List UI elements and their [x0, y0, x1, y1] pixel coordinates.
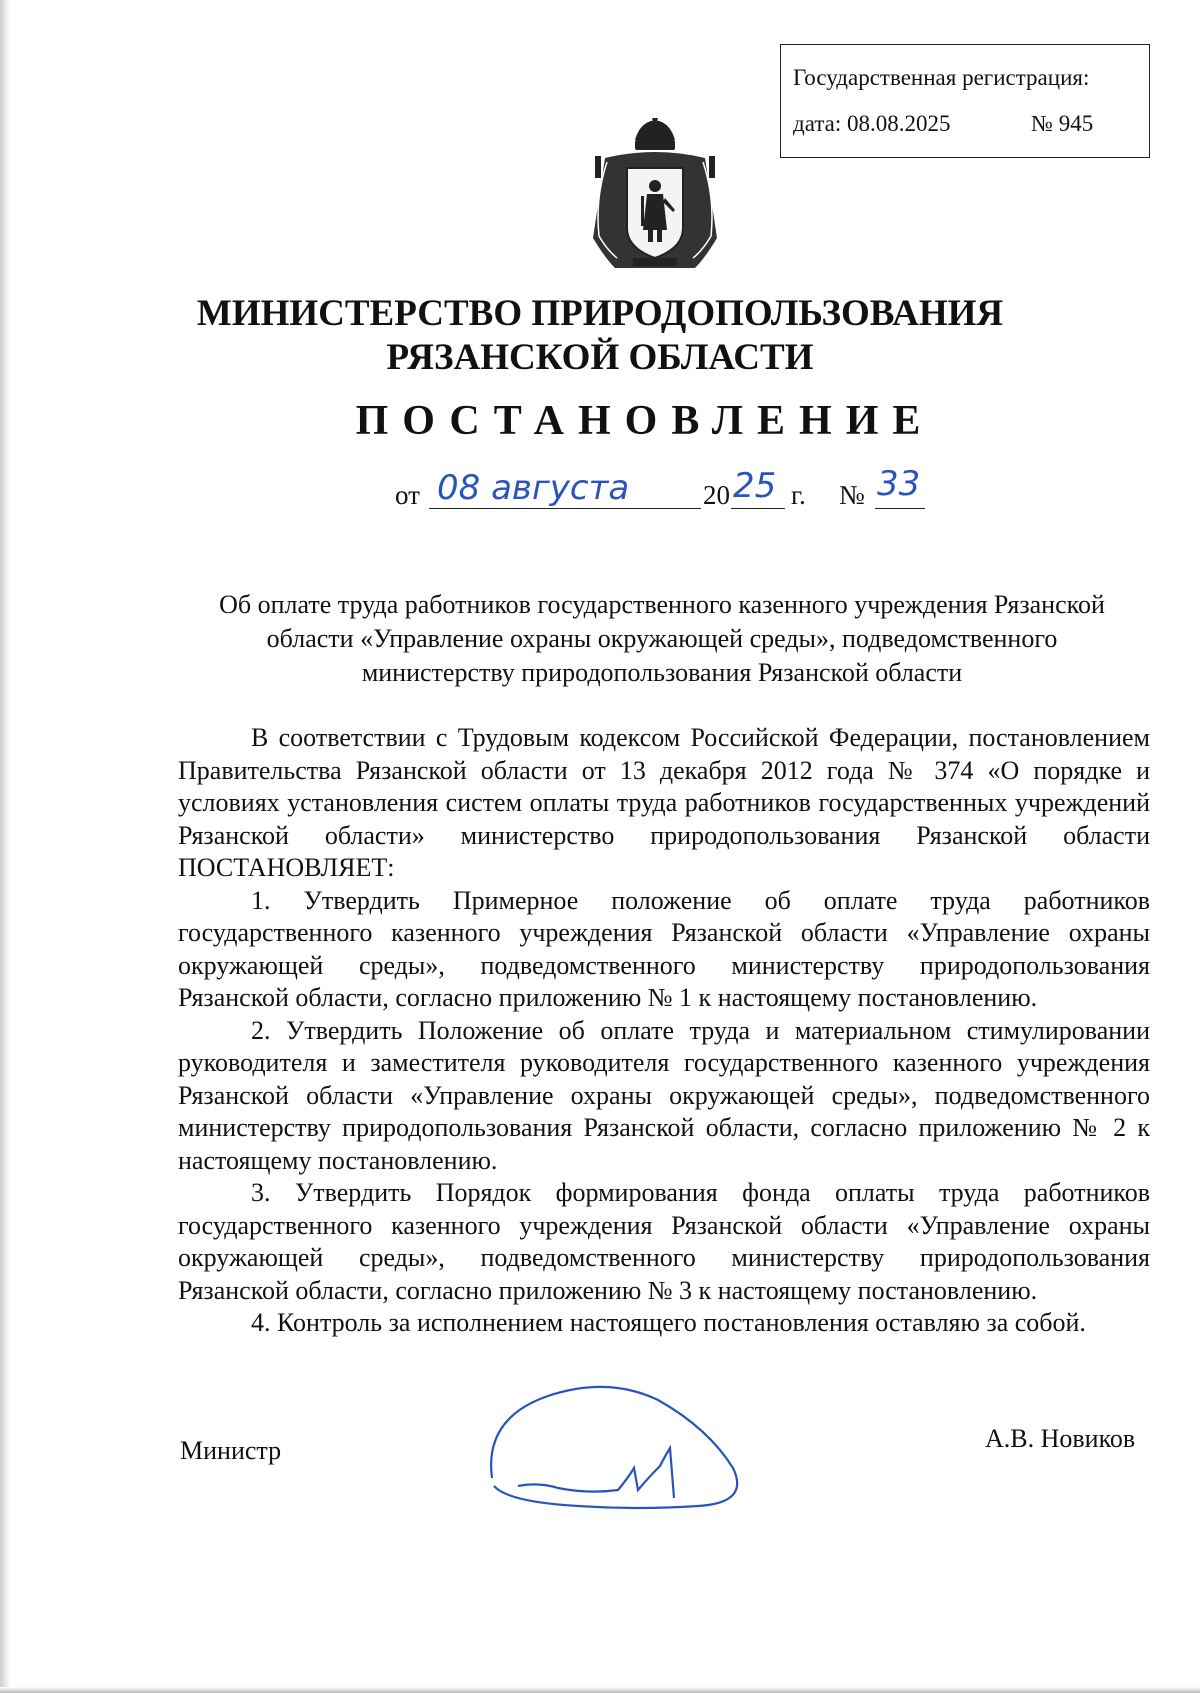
- from-label: от: [395, 480, 420, 510]
- handwritten-number: 33: [877, 464, 921, 504]
- document-type: ПОСТАНОВЛЕНИЕ: [355, 398, 935, 444]
- handwritten-signature-icon: [488, 1378, 750, 1518]
- date-number-line: [395, 464, 955, 516]
- registration-number: № 945: [1031, 111, 1094, 136]
- coat-of-arms-icon: [585, 118, 725, 273]
- year-suffix: г.: [791, 480, 806, 510]
- registration-title: Государственная регистрация:: [793, 65, 1090, 90]
- document-body: [178, 722, 1150, 1340]
- year-prefix: 20: [703, 480, 730, 510]
- item-4-paragraph: 4. Контроль за исполнением настоящего постановления оставляю за собой.: [251, 1308, 1086, 1337]
- signatory-title: Министр: [180, 1436, 282, 1465]
- scan-edge-left: [0, 0, 10, 1693]
- handwritten-date: 08 августа: [437, 468, 630, 508]
- preamble-paragraph: В соответствии с Трудовым кодексом Российской Федерации, постановлением Правительства Рязанской области от 13 декабря 2012 года № 374 «О порядке и условиях установления систем оплаты труда работников государственных учреждений Рязанской области» министерство природопользования Рязанской области ПОСТАНОВЛЯЕТ:: [178, 723, 1150, 882]
- number-label: №: [839, 480, 865, 510]
- ministry-title-line1: МИНИСТЕРСТВО ПРИРОДОПОЛЬЗОВАНИЯ: [196, 293, 1004, 334]
- subject-line3: министерству природопользования Рязанской области: [361, 658, 963, 687]
- item-3-paragraph: 3. Утвердить Порядок формирования фонда оплаты труда работников государственного казенного учреждения Рязанской области «Управление охраны окружающей среды», подведомственного министерству природопользования Рязанской области, согласно приложению № 3 к настоящему постановлению.: [178, 1178, 1150, 1305]
- subject-line2: области «Управление охраны окружающей среды», подведомственного: [266, 624, 1058, 653]
- signatory-name: А.В. Новиков: [985, 1424, 1136, 1453]
- subject-line1: Об оплате труда работников государственного казенного учреждения Рязанской: [219, 590, 1105, 619]
- item-2-paragraph: 2. Утвердить Положение об оплате труда и материальном стимулировании руководителя и заместителя руководителя государственного казенного учреждения Рязанской области «Управление охраны окружающей среды», подведомственного министерству природопользования Рязанской области, согласно приложению № 2 к настоящему постановлению.: [178, 1015, 1150, 1175]
- registration-date: дата: 08.08.2025: [793, 111, 951, 136]
- document-subject: [172, 588, 1152, 690]
- registration-stamp: [780, 44, 1150, 158]
- ministry-title: [0, 292, 1200, 380]
- ministry-title-line2: РЯЗАНСКОЙ ОБЛАСТИ: [386, 337, 814, 378]
- scan-edge-bottom: [0, 1687, 1200, 1693]
- handwritten-year: 25: [733, 466, 777, 506]
- item-1-paragraph: 1. Утвердить Примерное положение об оплате труда работников государственного казенного учреждения Рязанской области «Управление охраны окружающей среды», подведомственного министерству природопользования Рязанской области, согласно приложению № 1 к настоящему постановлению.: [178, 885, 1150, 1012]
